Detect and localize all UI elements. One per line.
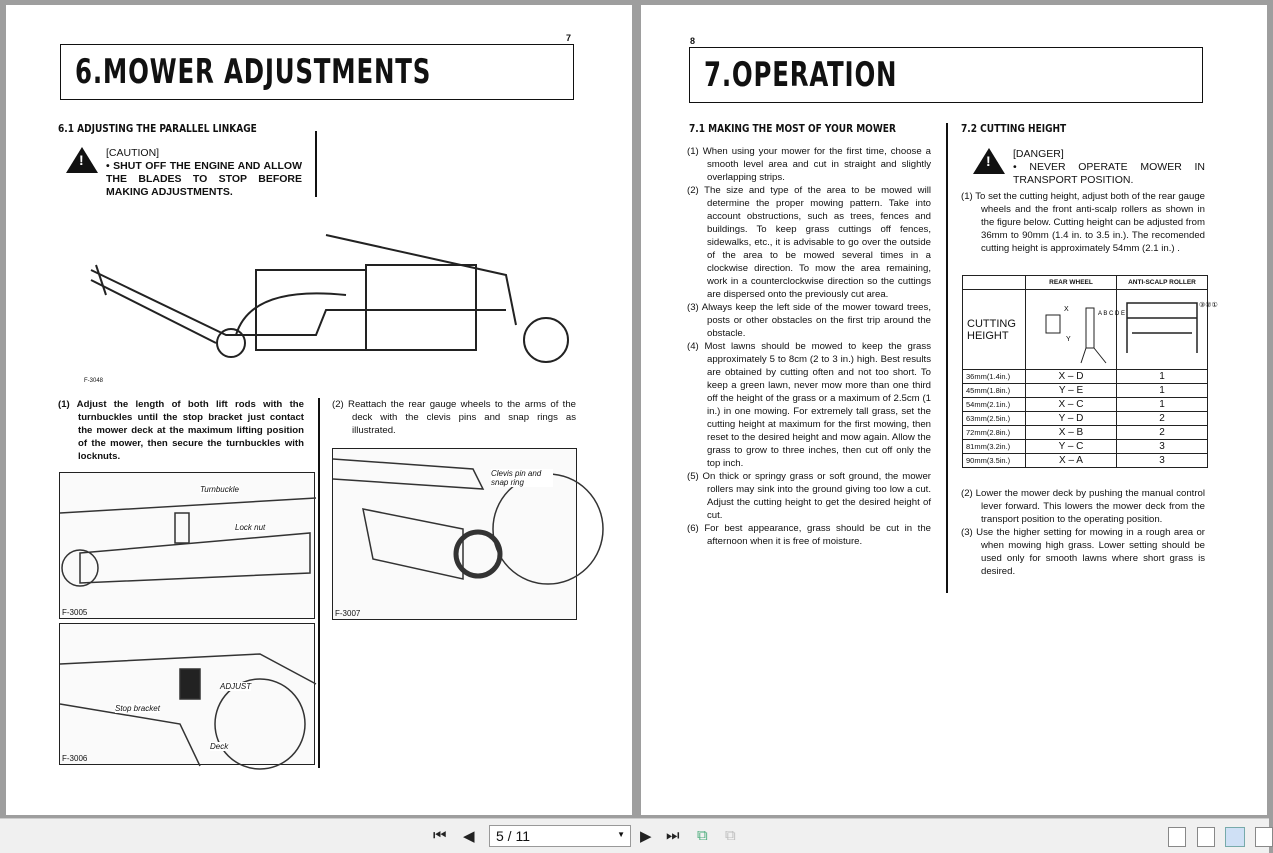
table-cell: 63mm(2.5in.) (963, 412, 1026, 426)
table-row (963, 398, 1208, 412)
cutting-height-table: REAR WHEEL ANTI-SCALP ROLLER CUTTING HEIGHT X Y A B C D E ③②① 36mm(1.4in.) X – D 1 45mm(1.8in.) Y – E 1 54mm(2.1in.) X – C 1 63mm(2.5in.) Y – D 2 72mm(2.8in.) X – B 2 81mm(3.2in.) Y – C 3 90mm(3.5in.) X – A 3 (962, 275, 1208, 468)
previous-page-button[interactable]: ◀ (463, 828, 475, 845)
svg-text:X: X (1064, 306, 1069, 313)
table-row (963, 384, 1208, 398)
warning-icon: ! (66, 147, 98, 173)
page-number: 7 (566, 33, 572, 43)
danger-box: ! [DANGER] • NEVER OPERATE MOWER IN TRANSPORT POSITION. (973, 148, 1205, 187)
mower-linkage-illustration (86, 225, 556, 375)
step-2-text: (2) Reattach the rear gauge wheels to the arms of the deck with the clevis pins and snap rings as illustrated. (332, 399, 576, 436)
table-cell: Y – E (1026, 384, 1117, 398)
table-cell: X – B (1026, 426, 1117, 440)
continuous-view-button[interactable] (1197, 827, 1215, 847)
table-cell: 90mm(3.5in.) (963, 454, 1026, 468)
figure-clevis-pin: Clevis pin and snap ring F-3007 (332, 448, 577, 620)
single-page-view-button[interactable] (1168, 827, 1186, 847)
svg-text:A B C D E: A B C D E (1098, 311, 1126, 317)
section-title-7-1: 7.1 MAKING THE MOST OF YOUR MOWER (689, 122, 896, 135)
go-forward-view-icon[interactable]: ⧉ (725, 827, 736, 844)
cutting-height-step-1: (1) To set the cutting height, adjust both of the rear gauge wheels and the front anti-scalp rollers as shown in the figure below. Cutting height can be adjusted from 36mm to 90mm (1.4 in. to 3.5 in.). The recomended cutting height is approximately 54mm (2.1 in.) . (961, 191, 1205, 254)
chevron-down-icon: ▼ (617, 830, 625, 839)
first-page-button[interactable]: ⏮ (433, 827, 447, 844)
figure-stop-bracket: ADJUST Stop bracket Deck F-3006 (59, 623, 315, 765)
chapter-title: 7.OPERATION (689, 47, 1203, 103)
table-cell: 1 (1117, 384, 1208, 398)
go-back-view-icon[interactable]: ⧉ (697, 827, 708, 844)
facing-continuous-view-button[interactable] (1255, 827, 1273, 847)
svg-text:③②①: ③②① (1199, 302, 1218, 309)
table-cell: 1 (1117, 398, 1208, 412)
table-row (963, 440, 1208, 454)
table-cell: 2 (1117, 426, 1208, 440)
table-cell: 45mm(1.8in.) (963, 384, 1026, 398)
svg-text:Y: Y (1066, 336, 1071, 343)
table-cell: 3 (1117, 454, 1208, 468)
section-title: 6.1 ADJUSTING THE PARALLEL LINKAGE (58, 122, 257, 135)
table-row (963, 454, 1208, 468)
page-number: 8 (690, 36, 696, 46)
warning-icon: ! (973, 148, 1005, 174)
table-row (963, 370, 1208, 384)
table-row (963, 412, 1208, 426)
table-cell: 54mm(2.1in.) (963, 398, 1026, 412)
page-number-select[interactable]: 5 / 11 ▼ (489, 825, 631, 847)
anti-scalp-roller-diagram (1117, 293, 1218, 363)
figure-turnbuckle: Turnbuckle Lock nut F-3005 (59, 472, 315, 619)
table-cell: 2 (1117, 412, 1208, 426)
step-1-text: (1) Adjust the length of both lift rods with the turnbuckles until the stop bracket just contact the mower deck at the maximum lifting position of the mower, then secure the turnbuckles with locknuts. (58, 399, 304, 462)
next-page-button[interactable]: ▶ (640, 828, 652, 845)
table-cell: 36mm(1.4in.) (963, 370, 1026, 384)
table-row (963, 426, 1208, 440)
table-cell: 81mm(3.2in.) (963, 440, 1026, 454)
rear-wheel-diagram (1026, 293, 1126, 363)
facing-view-button[interactable] (1225, 827, 1245, 847)
table-cell: X – D (1026, 370, 1117, 384)
pdf-viewer-toolbar (0, 818, 1269, 853)
section-7-1-list: (1) When using your mower for the first time, choose a smooth level area and cut in straight and slightly overlapping strips. (2) The size and type of the area to be mowed will determine the proper mowing pattern. Take into account obstructions, such as trees, fences and buildings. To keep grass cuttings off fences, sidewalks, etc., it is advisable to go over the outside of the area to be mowed several times in a clockwise direction. To mow the area remaining, work in a counterclockwise direction so the cuttings are dispersed onto the previously cut area. (3) Always keep the left side of the mower toward trees, posts or other obstacles on the first trip around the obstacle. (4) Most lawns should be mowed to keep the grass approximately 5 to 8cm (2 to 3 in.) high. Best results are obtained by cutting often and not too short. To keep a green lawn, never mow more than one third off the height of the grass or a maximum of 2.5cm (1 in.) in one mowing. For extremely tall grass, set the cutting height at maximum for the first mowing, then reset to the desired height and mow again. Allow the grass to grow to three inches, then cut off only the top inch. (5) On thick or springy grass or soft ground, the mower rollers may sink into the ground giving too low a cut. Adjust the cutting height to get the desired height of cut. (6) For best appearance, grass should be cut in the afternoon when it is free of moisture. (687, 146, 931, 547)
table-cell: Y – C (1026, 440, 1117, 454)
table-cell: Y – D (1026, 412, 1117, 426)
table-cell: X – A (1026, 454, 1117, 468)
pdf-page-left: 7 6.MOWER ADJUSTMENTS 6.1 ADJUSTING THE PARALLEL LINKAGE ! [CAUTION] • SHUT OFF THE ENGINE AND ALLOW THE BLADES TO STOP BEFORE MAKING ADJUSTMENTS. F-3048 (1) Adjust the length of both lift rods with the turnbuckles until the stop bracket just contact the mower deck at the maximum lifting position of the mower, then secure the turnbuckles with locknuts. (2) Reattach the rear gauge wheels to the arms of the deck with the clevis pins and snap rings as illustrated. Turnbuckle Lock nut F-3005 ADJUST Stop bracket Deck F-3006 Clevis pin and snap ring F-3007 (6, 5, 632, 815)
table-cell: 3 (1117, 440, 1208, 454)
pdf-page-right (641, 5, 1267, 815)
last-page-button[interactable]: ⏭ (666, 827, 680, 844)
caution-box: ! [CAUTION] • SHUT OFF THE ENGINE AND ALLOW THE BLADES TO STOP BEFORE MAKING ADJUSTMENTS. (66, 147, 302, 199)
table-cell: 1 (1117, 370, 1208, 384)
cutting-height-steps: (2) Lower the mower deck by pushing the manual control lever forward. This lowers the mower deck from the transport position to the operating position. (3) Use the higher setting for mowing in a rough area or when mowing high grass. Lower setting should be used only for smooth lawns where short grass is desired. (961, 488, 1205, 577)
table-cell: 72mm(2.8in.) (963, 426, 1026, 440)
table-cell: X – C (1026, 398, 1117, 412)
chapter-title: 6.MOWER ADJUSTMENTS (60, 44, 574, 100)
section-title-7-2: 7.2 CUTTING HEIGHT (961, 122, 1067, 135)
